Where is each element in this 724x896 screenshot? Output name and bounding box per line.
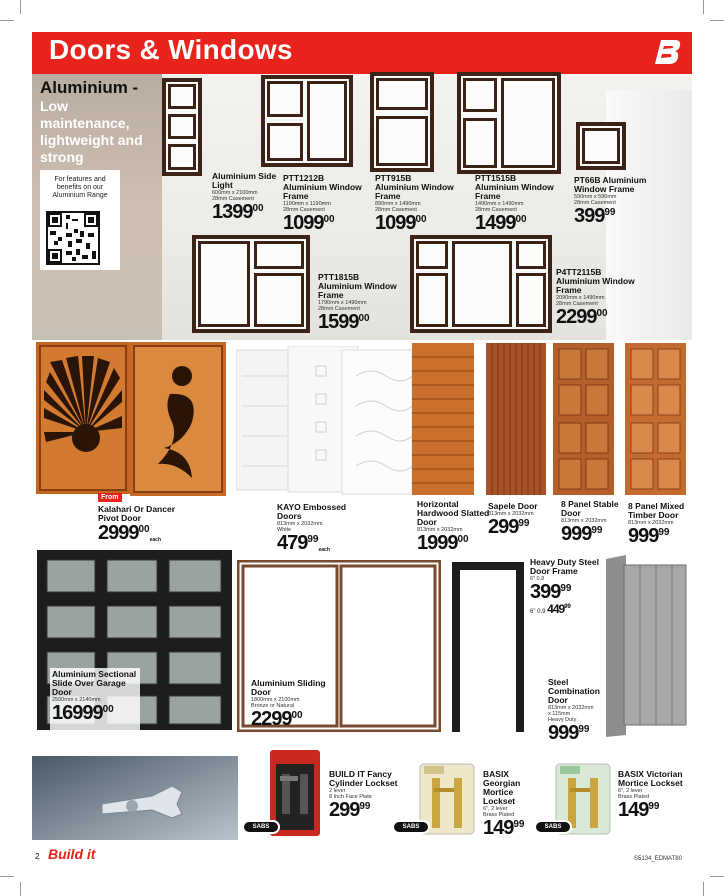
product-sliding-door xyxy=(251,679,341,729)
product-spec: 6", 2 lever Brass Plated xyxy=(483,806,515,818)
qr-code-icon[interactable] xyxy=(46,211,100,265)
product-victorian-lockset xyxy=(618,770,688,820)
product-name: Steel Combination Door xyxy=(548,677,600,705)
product-kalahari-door xyxy=(98,505,188,543)
product-name: Kalahari Or Dancer Pivot Door xyxy=(98,504,176,523)
product-name: BASIX Victorian Mortice Lockset xyxy=(618,769,683,788)
crop-mark xyxy=(703,0,704,14)
footer-brand-logo: Build it xyxy=(48,846,96,862)
product-kayo-doors xyxy=(277,503,367,553)
product-name: PTT1815B Aluminium Window Frame xyxy=(318,272,397,300)
product-name: Aluminium Sliding Door xyxy=(251,678,326,697)
product-name: 8 Panel Stable Door xyxy=(561,499,619,518)
key-in-lock-image xyxy=(32,756,238,840)
product-spec: 813mm x 2032mm xyxy=(561,518,607,524)
product-price: $149^{99}$ xyxy=(483,817,525,839)
product-sapele-door xyxy=(488,502,553,537)
product-price: $399^{99}$ xyxy=(574,205,616,227)
product-price: 2299$^{00}$ xyxy=(251,708,303,730)
product-p4tt2115b xyxy=(556,268,641,327)
horizontal-slatted-door-image xyxy=(412,343,474,495)
product-spec: 813mm x 2032mm xyxy=(417,527,463,533)
8-panel-mixed-timber-door-image xyxy=(625,343,686,495)
product-name: Sapele Door xyxy=(488,501,538,511)
page-title: Doors & Windows xyxy=(49,34,293,65)
product-spec: 6" 0.8 xyxy=(530,576,545,582)
product-price: $999^{99}$ xyxy=(561,523,603,545)
product-price: 1099$^{00}$ xyxy=(375,212,427,234)
crop-mark xyxy=(0,876,14,877)
product-name: PTT1212B Aluminium Window Frame xyxy=(283,173,362,201)
product-name: Horizontal Hardwood Slatted Door xyxy=(417,499,490,527)
crop-mark xyxy=(710,876,724,877)
side-light-window-image xyxy=(162,78,202,176)
product-spec: 813mm x 2032mm x 115mm Heavy Duty xyxy=(548,705,594,723)
product-spec: 890mm x 1490mm 28mm Casement xyxy=(375,201,421,213)
product-name: BASIX Georgian Mortice Lockset xyxy=(483,769,521,806)
product-name: P4TT2115B Aluminium Window Frame xyxy=(556,267,635,295)
product-price: $479^{99}each$ xyxy=(277,532,330,554)
ptt1212b-window-image xyxy=(261,75,353,167)
product-spec: 813mm x 2032mm xyxy=(488,511,534,517)
sabs-badge-icon: SABS xyxy=(242,820,280,834)
crop-mark xyxy=(20,882,21,896)
qr-caption: For features and benefits on our Aluminium Range xyxy=(52,176,108,199)
product-stable-door xyxy=(561,500,626,544)
crop-mark xyxy=(710,20,724,21)
alt-price-row xyxy=(530,603,610,615)
build-it-logo-icon xyxy=(651,36,683,66)
product-combination-door xyxy=(548,678,618,743)
product-garage-door xyxy=(52,670,142,723)
product-fancy-lockset xyxy=(329,770,399,820)
product-spec: 2090mm x 1490mm 28mm Casement xyxy=(556,295,605,307)
8-panel-stable-door-image xyxy=(553,343,614,495)
product-name: Heavy Duty Steel Door Frame xyxy=(530,557,599,576)
kalahari-pivot-door-image xyxy=(36,342,130,494)
product-spec: 1790mm x 1490mm 28mm Casement xyxy=(318,300,367,312)
product-slatted-door xyxy=(417,500,497,553)
p4tt2115b-window-image xyxy=(410,235,552,333)
product-spec: 2500mm x 2140mm xyxy=(52,697,101,703)
product-spec: 1800mm x 2100mm Bronze or Natural xyxy=(251,697,300,709)
crop-mark xyxy=(703,882,704,896)
ptt1815b-window-image xyxy=(192,235,310,333)
product-spec: 6", 2 lever Brass Plated xyxy=(618,788,650,800)
product-name: PTT1515B Aluminium Window Frame xyxy=(475,173,554,201)
product-price: 1599$^{00}$ xyxy=(318,311,370,333)
product-spec: 813mm x 2032mm White xyxy=(277,521,323,533)
hero-title: Aluminium - xyxy=(40,78,139,97)
product-price: 2299$^{00}$ xyxy=(556,306,608,328)
product-name: KAYO Embossed Doors xyxy=(277,502,347,521)
product-price: 16999$^{00}$ xyxy=(52,702,114,724)
product-spec: 600mm x 2100mm 28mm Casement xyxy=(212,190,258,202)
product-spec: 1490mm x 1490mm 28mm Casement xyxy=(475,201,524,213)
product-ptt1212b xyxy=(283,174,363,233)
crop-mark xyxy=(20,0,21,14)
product-price: 1399$^{00}$ xyxy=(212,201,264,223)
product-price: $149^{99}$ xyxy=(618,799,660,821)
page-code: S5134_EDMAT80 xyxy=(634,856,682,862)
from-badge: From xyxy=(98,493,122,502)
product-name: Aluminium Sectional Slide Over Garage Door xyxy=(52,669,137,697)
product-name: PTT915B Aluminium Window Frame xyxy=(375,173,454,201)
product-ptt1815b xyxy=(318,273,403,332)
sabs-badge-icon: SABS xyxy=(392,820,430,834)
dancer-pivot-door-image xyxy=(130,342,226,496)
product-spec: 1190mm x 1190mm 28mm Casement xyxy=(283,201,331,213)
product-pt66b xyxy=(574,176,654,226)
alt-price: $449^{99}$ xyxy=(547,602,571,616)
ptt915b-window-image xyxy=(370,72,434,172)
product-ptt1515b xyxy=(475,174,555,233)
sapele-door-image xyxy=(486,343,546,495)
hero-subtitle: Low maintenance, lightweight and strong xyxy=(40,98,143,165)
product-spec: 2 lever 8 Inch Face Plate xyxy=(329,788,372,800)
sabs-badge-icon: SABS xyxy=(534,820,572,834)
product-price: 1099$^{00}$ xyxy=(283,212,335,234)
product-ptt915b xyxy=(375,174,455,233)
product-price: 1499$^{00}$ xyxy=(475,212,527,234)
product-price: 2999$^{00}$each xyxy=(98,522,162,544)
kayo-embossed-doors-image xyxy=(236,346,414,496)
product-name: 8 Panel Mixed Timber Door xyxy=(628,501,685,520)
product-price: $999^{99}$ xyxy=(548,722,590,744)
product-steel-frame xyxy=(530,558,610,615)
product-price: $299^{99}$ xyxy=(329,799,371,821)
product-name: Aluminium Side Light xyxy=(212,171,277,190)
product-price: $299^{99}$ xyxy=(488,516,530,538)
product-spec: 590mm x 590mm 28mm Casement xyxy=(574,194,617,206)
page-number: 2 xyxy=(35,852,40,861)
alt-spec: 6" 0.9 xyxy=(530,609,546,615)
ptt1515b-window-image xyxy=(457,72,561,174)
crop-mark xyxy=(0,20,14,21)
product-side-light xyxy=(212,172,282,222)
product-price: $999^{99}$ xyxy=(628,525,670,547)
product-name: BUILD IT Fancy Cylinder Lockset xyxy=(329,769,398,788)
product-mixed-timber-door xyxy=(628,502,693,546)
product-price: $399^{99}$ xyxy=(530,581,572,603)
pt66b-window-image xyxy=(576,122,626,170)
product-spec: 813mm x 2032mm xyxy=(628,520,674,526)
steel-door-frame-image xyxy=(450,560,526,732)
product-name: PT66B Aluminium Window Frame xyxy=(574,175,647,194)
product-price: 1999$^{00}$ xyxy=(417,532,469,554)
